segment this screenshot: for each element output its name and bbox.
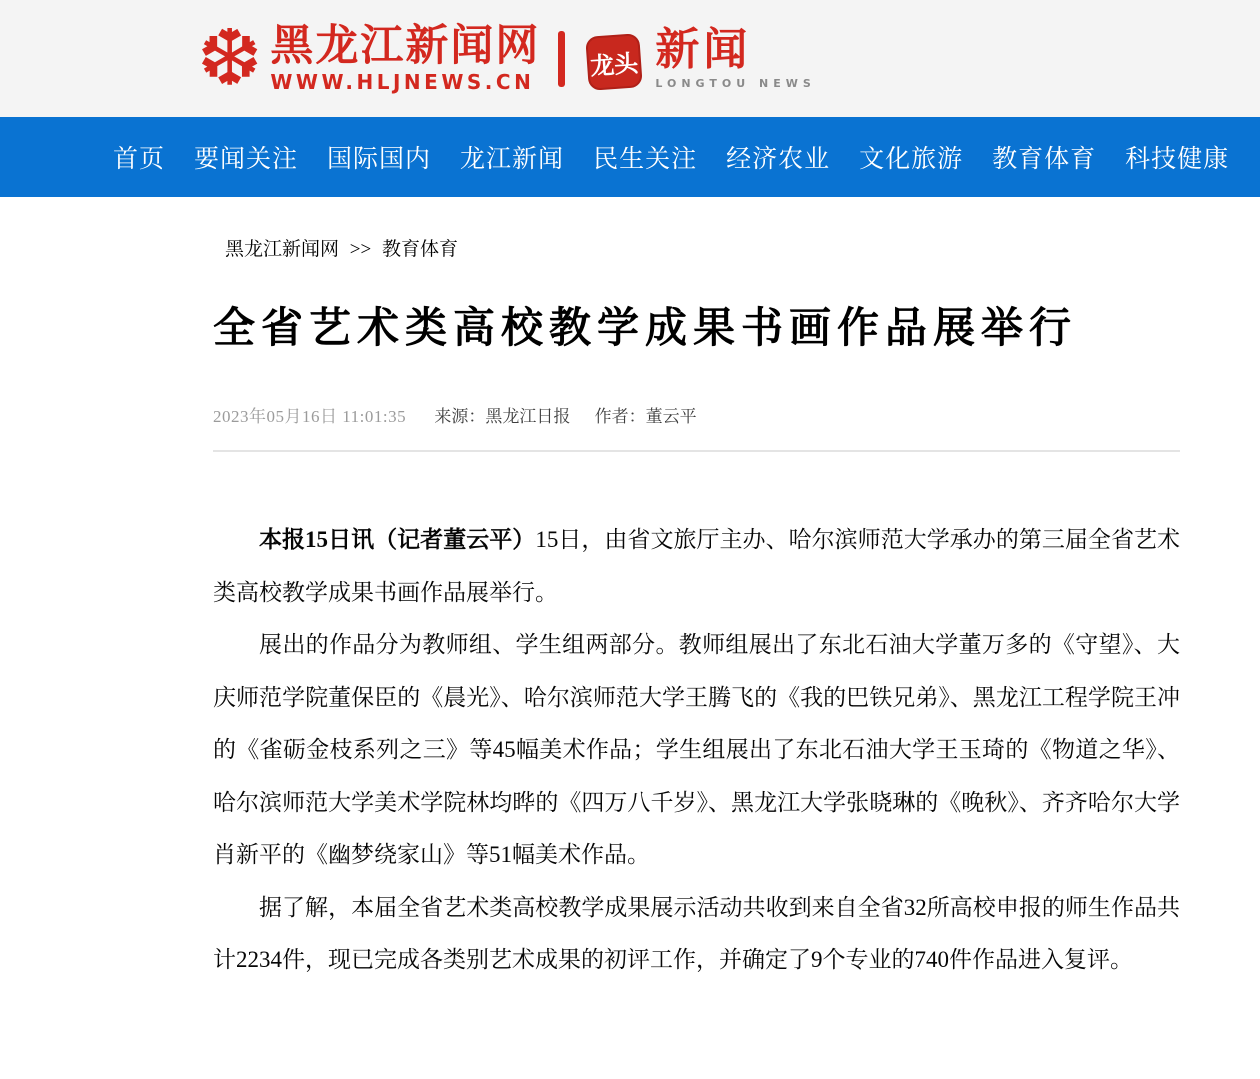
nav-item-longjiang-news[interactable]: 龙江新闻 [460, 145, 565, 173]
site-header [0, 0, 1260, 117]
nav-item-tech-health[interactable]: 科技健康 [1125, 145, 1230, 173]
site-url: WWW.HLJNEWS.CN [270, 70, 535, 94]
breadcrumb [213, 234, 1180, 261]
nav-item-culture-tourism[interactable]: 文化旅游 [859, 145, 964, 173]
article-source: 来源：黑龙江日报 [434, 407, 571, 426]
nav-item-economy-agriculture[interactable]: 经济农业 [726, 145, 831, 173]
paragraph-2: 展出的作品分为教师组、学生组两部分。教师组展出了东北石油大学董万多的《守望》、大庆师范学院董保臣的《晨光》、哈尔滨师范大学王腾飞的《我的巴铁兄弟》、黑龙江工程学院王冲的《雀砺金枝系列之三》等45幅美术作品；学生组展出了东北石油大学王玉琦的《物道之华》、哈尔滨师范大学美术学院林均晔的《四万八千岁》、黑龙江大学张晓琳的《晚秋》、齐齐哈尔大学肖新平的《幽梦绕家山》等51幅美术作品。 [213, 632, 1180, 867]
site-name: 黑龙江新闻网 [270, 22, 541, 70]
breadcrumb-section-link[interactable]: 教育体育 [381, 239, 458, 260]
paragraph-1-rest: 15日，由省文旅厅主办、哈尔滨师范大学承办的第三届全省艺术类高校教学成果书画作品展举行。 [213, 527, 1181, 605]
paragraph-1 [213, 514, 1180, 619]
article-author: 作者：董云平 [594, 407, 697, 426]
meta-divider [213, 450, 1180, 452]
article-body [213, 514, 1180, 987]
nav-item-key-news[interactable]: 要闻关注 [194, 145, 299, 173]
longtou-subtitle: LONGTOU NEWS [655, 77, 816, 90]
snowflake-icon: ❆ [197, 13, 263, 104]
article-meta [213, 402, 1180, 427]
article-title: 全省艺术类高校教学成果书画作品展举行 [213, 306, 1078, 352]
breadcrumb-separator: >> [349, 239, 372, 260]
logo-divider [558, 31, 565, 87]
nav-item-home[interactable]: 首页 [113, 145, 166, 173]
paragraph-3: 据了解，本届全省艺术类高校教学成果展示活动共收到来自全省32所高校申报的师生作品共计2234件，现已完成各类别艺术成果的初评工作，并确定了9个专业的740件作品进入复评。 [213, 894, 1180, 972]
nav-item-intl-domestic[interactable]: 国际国内 [327, 145, 432, 173]
longtou-news-logo[interactable] [587, 25, 816, 90]
publish-datetime: 2023年05月16日 11:01:35 [213, 407, 407, 426]
paragraph-1-lead: 本报15日讯（记者董云平） [259, 527, 536, 552]
longtou-seal-icon: 龙头 [586, 33, 644, 91]
nav-item-education-sports[interactable]: 教育体育 [992, 145, 1097, 173]
article-container [213, 234, 1180, 987]
nav-item-livelihood[interactable]: 民生关注 [593, 145, 698, 173]
site-logo[interactable] [197, 13, 541, 104]
breadcrumb-site-link[interactable]: 黑龙江新闻网 [225, 239, 340, 260]
main-nav [0, 117, 1260, 197]
longtou-name: 新闻 [655, 25, 752, 74]
